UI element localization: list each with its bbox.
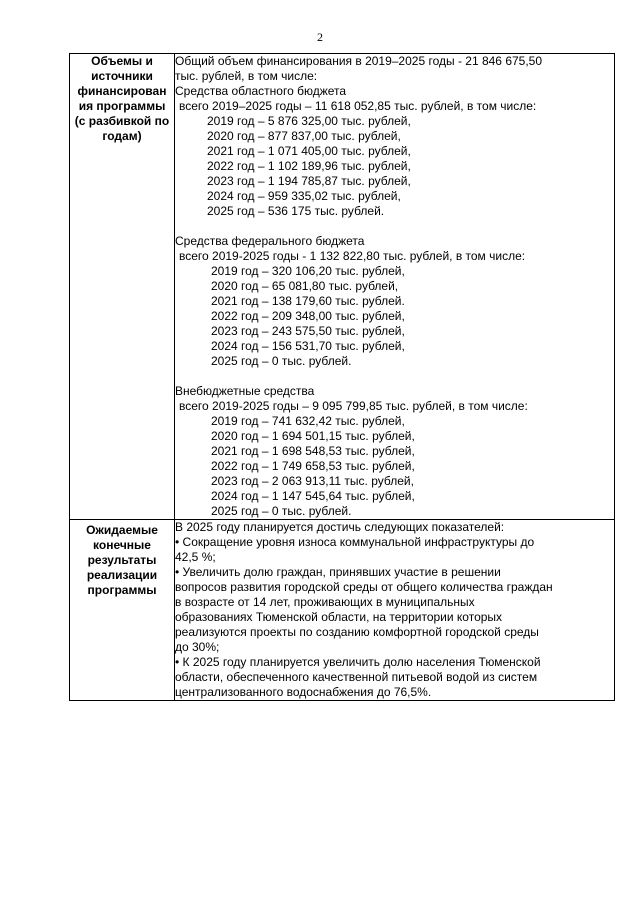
result-line: • Увеличить долю граждан, принявших участие в решении (175, 565, 501, 579)
year-line: 2024 год – 156 531,70 тыс. рублей, (211, 339, 405, 353)
year-line: 2021 год – 138 179,60 тыс. рублей. (211, 294, 405, 308)
result-line: в возрасте от 14 лет, проживающих в муниципальных (175, 595, 475, 609)
result-line: централизованного водоснабжения до 76,5%. (175, 685, 432, 699)
regional-budget-section (175, 84, 614, 219)
spacer (175, 369, 614, 384)
financing-cell (175, 54, 615, 520)
extrabudgetary-section (175, 384, 614, 519)
result-line: образованиях Тюменской области, на территории которых (175, 610, 503, 624)
result-line: до 30%; (175, 640, 220, 654)
spacer (175, 219, 614, 234)
year-line: 2021 год – 1 071 405,00 тыс. рублей, (207, 144, 411, 158)
federal-budget-section (175, 234, 614, 369)
year-line: 2019 год – 741 632,42 тыс. рублей, (211, 414, 405, 428)
year-line: 2022 год – 209 348,00 тыс. рублей, (211, 309, 405, 323)
results-cell (175, 520, 615, 701)
year-line: 2023 год – 2 063 913,11 тыс. рублей, (211, 474, 414, 488)
year-line: 2020 год – 65 081,80 тыс. рублей, (211, 279, 399, 293)
label-text: Ожидаемые конечные результаты реализации программы (86, 523, 158, 597)
program-passport-table (69, 53, 615, 701)
section-total: всего 2019-2025 годы - 1 132 822,80 тыс. рублей, в том числе: (179, 249, 526, 263)
section-title: Средства федерального бюджета (175, 234, 365, 248)
result-line: 42,5 %; (175, 550, 216, 564)
year-line: 2020 год – 877 837,00 тыс. рублей, (207, 129, 401, 143)
section-total: всего 2019–2025 годы – 11 618 052,85 тыс. рублей, в том числе: (179, 99, 537, 113)
year-line: 2022 год – 1 102 189,96 тыс. рублей, (207, 159, 411, 173)
result-line: области, обеспеченного качественной питьевой водой из систем (175, 670, 538, 684)
result-line: В 2025 году планируется достичь следующих показателей: (175, 520, 505, 534)
table-row (70, 54, 615, 520)
financing-intro-line2: тыс. рублей, в том числе: (175, 69, 318, 83)
table-row (70, 520, 615, 701)
row-label-results (70, 520, 175, 701)
page-number: 2 (317, 30, 323, 44)
section-title: Внебюджетные средства (175, 384, 315, 398)
year-line: 2023 год – 1 194 785,87 тыс. рублей, (207, 174, 411, 188)
section-total: всего 2019-2025 годы – 9 095 799,85 тыс. рублей, в том числе: (179, 399, 528, 413)
year-line: 2025 год – 536 175 тыс. рублей. (207, 204, 385, 218)
year-line: 2024 год – 959 335,02 тыс. рублей, (207, 189, 401, 203)
year-line: 2025 год – 0 тыс. рублей. (211, 504, 352, 518)
year-line: 2023 год – 243 575,50 тыс. рублей, (211, 324, 405, 338)
section-title: Средства областного бюджета (175, 84, 347, 98)
year-line: 2019 год – 5 876 325,00 тыс. рублей, (207, 114, 411, 128)
year-line: 2019 год – 320 106,20 тыс. рублей, (211, 264, 405, 278)
result-line: • К 2025 году планируется увеличить долю населения Тюменской (175, 655, 541, 669)
label-text: Объемы и источники финансирован ия программы (с разбивкой по годам) (74, 54, 170, 143)
year-line: 2024 год – 1 147 545,64 тыс. рублей, (211, 489, 415, 503)
financing-intro-line1: Общий объем финансирования в 2019–2025 годы - 21 846 675,50 (175, 54, 543, 68)
year-line: 2020 год – 1 694 501,15 тыс. рублей, (211, 429, 415, 443)
result-line: реализуются проекты по созданию комфортной городской среды (175, 625, 539, 639)
row-label-financing (70, 54, 175, 520)
year-line: 2021 год – 1 698 548,53 тыс. рублей, (211, 444, 415, 458)
result-line: • Сокращение уровня износа коммунальной инфраструктуры до (175, 535, 535, 549)
year-line: 2025 год – 0 тыс. рублей. (211, 354, 352, 368)
year-line: 2022 год – 1 749 658,53 тыс. рублей, (211, 459, 415, 473)
result-line: вопросов развития городской среды от общего количества граждан (175, 580, 553, 594)
